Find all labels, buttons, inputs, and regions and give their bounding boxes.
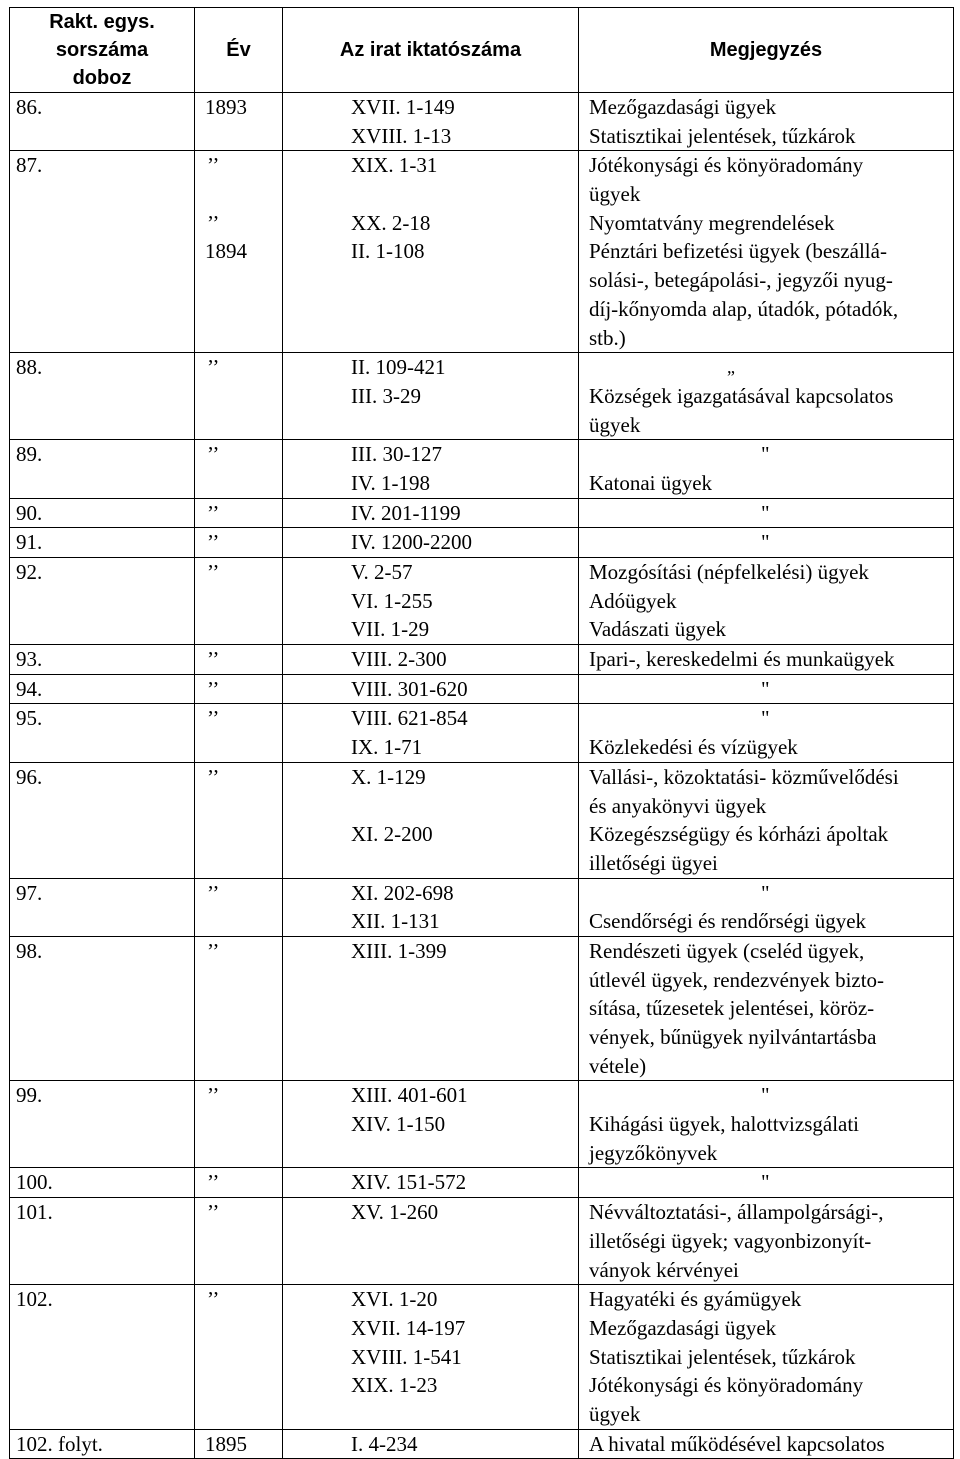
year-cell [195, 558, 283, 645]
year-value: ’’ [207, 880, 220, 905]
table-row [10, 878, 954, 936]
registration-number [283, 1139, 578, 1168]
table-row [10, 704, 954, 762]
ditto-mark: " [761, 1170, 770, 1195]
registration-cell [283, 1081, 579, 1168]
header-year: Év [195, 8, 283, 93]
remark-cell [579, 93, 954, 151]
table-row [10, 93, 954, 151]
table-row [10, 1285, 954, 1429]
registration-number [283, 1227, 578, 1256]
remark-cell [579, 528, 954, 558]
registration-number: II. 1-108 [351, 239, 425, 264]
year-cell [195, 645, 283, 675]
year-value: ’’ [207, 938, 220, 963]
year-value [195, 849, 282, 878]
unit-number-cell [10, 528, 195, 558]
remark-line: ügyek [589, 412, 641, 437]
registration-number: XVI. 1-20 [351, 1287, 438, 1312]
header-unit-number-line: Rakt. egys. [49, 11, 155, 33]
unit-number: 102. [16, 1287, 53, 1312]
year-value [195, 1052, 282, 1081]
registration-number [283, 1256, 578, 1285]
year-cell [195, 674, 283, 704]
registration-number: XIX. 1-23 [351, 1373, 438, 1398]
unit-number: 89. [16, 442, 43, 467]
registration-number: XI. 2-200 [351, 822, 433, 847]
year-value [195, 382, 282, 411]
remark-line: Községek igazgatásával kapcsolatos [589, 383, 894, 408]
registration-number: XVIII. 1-13 [351, 123, 452, 148]
registration-number: IV. 201-1199 [351, 500, 461, 525]
registration-number: I. 4-234 [351, 1431, 418, 1456]
year-value: ’’ [207, 706, 220, 731]
remark-line: Kihágási ügyek, halottvizsgálati [589, 1112, 860, 1137]
year-cell [195, 936, 283, 1080]
ditto-mark: " [761, 1083, 770, 1108]
year-value [195, 324, 282, 353]
year-value [195, 587, 282, 616]
unit-number: 100. [16, 1170, 53, 1195]
registration-number: V. 2-57 [351, 560, 413, 584]
year-value [195, 1023, 282, 1052]
remark-line: Statisztikai jelentések, tűzkárok [589, 123, 856, 148]
year-value: ’’ [207, 355, 220, 380]
remark-cell [579, 558, 954, 645]
registration-number [283, 849, 578, 878]
unit-number-cell [10, 704, 195, 762]
year-value [195, 1314, 282, 1343]
table-row [10, 498, 954, 528]
remark-line: ügyek [589, 182, 641, 207]
year-value [195, 1343, 282, 1372]
year-cell [195, 151, 283, 353]
table-row [10, 151, 954, 353]
ditto-mark: " [761, 500, 770, 525]
unit-number: 88. [16, 355, 43, 380]
remark-line: díj-kőnyomda alap, útadók, pótadók, [589, 296, 899, 321]
year-value [195, 820, 282, 849]
registration-cell [283, 704, 579, 762]
remark-line: Nyomtatvány megrendelések [589, 210, 835, 235]
remark-cell [579, 1081, 954, 1168]
registration-number [283, 1052, 578, 1081]
remark-cell [579, 704, 954, 762]
remark-cell [579, 762, 954, 878]
year-value [195, 1400, 282, 1429]
remark-line: Rendészeti ügyek (cseléd ügyek, [589, 938, 865, 963]
registration-cell [283, 1168, 579, 1198]
ditto-mark: " [761, 706, 770, 731]
ditto-mark: " [761, 880, 770, 905]
table-row [10, 440, 954, 498]
registration-number: III. 3-29 [351, 383, 421, 408]
unit-number: 96. [16, 764, 43, 789]
remark-line: Közegészségügy és kórházi ápoltak [589, 822, 889, 847]
year-value: ’’ [207, 500, 220, 525]
unit-number-cell [10, 878, 195, 936]
unit-number: 87. [16, 153, 43, 178]
table-row [10, 645, 954, 675]
year-value [195, 615, 282, 644]
unit-number: 93. [16, 647, 43, 672]
registration-number: VIII. 301-620 [351, 676, 468, 701]
year-cell [195, 498, 283, 528]
remark-line: Mezőgazdasági ügyek [589, 1315, 777, 1340]
unit-number-cell [10, 1081, 195, 1168]
registration-cell [283, 645, 579, 675]
header-unit-number-line: sorszáma [55, 39, 149, 61]
table-body [10, 93, 954, 1459]
registration-cell [283, 1285, 579, 1429]
year-value [195, 994, 282, 1023]
year-value [195, 469, 282, 498]
remark-cell [579, 498, 954, 528]
registration-cell [283, 762, 579, 878]
year-cell [195, 1198, 283, 1285]
unit-number-cell [10, 353, 195, 440]
unit-number: 98. [16, 938, 43, 963]
year-value: ’’ [207, 560, 220, 584]
remark-line: Vallási-, közoktatási- közművelődési [589, 764, 899, 789]
remark-line: Mozgósítási (népfelkelési) ügyek [589, 560, 869, 584]
year-value: 1894 [205, 239, 247, 264]
remark-line: vétele) [589, 1053, 647, 1078]
remark-cell [579, 936, 954, 1080]
unit-number-cell [10, 1168, 195, 1198]
year-value [195, 266, 282, 295]
year-value: ’’ [207, 530, 220, 555]
registration-number: XII. 1-131 [351, 909, 440, 934]
table-row [10, 1429, 954, 1459]
registration-number: XVII. 14-197 [351, 1315, 466, 1340]
registration-number [283, 411, 578, 440]
remark-line: vények, bűnügyek nyilvántartásba [589, 1025, 877, 1049]
year-value: ’’ [207, 676, 220, 701]
unit-number: 90. [16, 500, 43, 525]
remark-cell [579, 878, 954, 936]
unit-number: 102. folyt. [16, 1431, 103, 1456]
ditto-mark: " [761, 442, 770, 467]
unit-number-cell [10, 151, 195, 353]
registration-cell [283, 878, 579, 936]
registration-number [283, 1400, 578, 1429]
remark-line: stb.) [589, 325, 626, 350]
registration-number: IX. 1-71 [351, 735, 423, 760]
registration-number: VIII. 621-854 [351, 706, 468, 731]
year-value: ’’ [207, 764, 220, 789]
unit-number-cell [10, 674, 195, 704]
remark-cell [579, 440, 954, 498]
year-value: ’’ [207, 442, 220, 467]
year-value [195, 180, 282, 209]
registration-number: XIII. 401-601 [351, 1083, 468, 1108]
registration-number: XVII. 1-149 [351, 95, 455, 119]
registration-cell [283, 1429, 579, 1459]
remark-line: sítása, tűzesetek jelentései, köröz- [589, 996, 875, 1021]
year-cell [195, 762, 283, 878]
year-cell [195, 353, 283, 440]
unit-number: 92. [16, 560, 43, 584]
table-row [10, 936, 954, 1080]
remark-line: illetőségi ügyei [589, 850, 718, 875]
registration-number [283, 324, 578, 353]
remark-line: Hagyatéki és gyámügyek [589, 1287, 802, 1312]
registration-number: XIX. 1-31 [351, 153, 438, 178]
unit-number-cell [10, 762, 195, 878]
year-cell [195, 878, 283, 936]
unit-number-cell [10, 558, 195, 645]
ditto-mark: " [761, 676, 770, 701]
remark-line: Csendőrségi és rendőrségi ügyek [589, 909, 867, 934]
year-value [195, 411, 282, 440]
header-unit-number-line: doboz [72, 67, 132, 89]
remark-line: Mezőgazdasági ügyek [589, 95, 777, 119]
remark-cell [579, 1168, 954, 1198]
table-row [10, 1168, 954, 1198]
ditto-mark: „ [727, 357, 735, 378]
year-value: ’’ [207, 1287, 220, 1312]
registration-number: XIV. 1-150 [351, 1112, 446, 1137]
registration-number: XV. 1-260 [351, 1200, 439, 1225]
header-row [10, 8, 954, 93]
year-cell [195, 93, 283, 151]
year-value: ’’ [207, 210, 220, 235]
table-row [10, 1081, 954, 1168]
year-value: 1893 [205, 95, 247, 119]
remark-line: Statisztikai jelentések, tűzkárok [589, 1344, 856, 1369]
year-cell [195, 1285, 283, 1429]
registration-number: VI. 1-255 [351, 588, 433, 613]
table-row [10, 353, 954, 440]
remark-line: Jótékonysági és könyöradomány [589, 153, 864, 178]
year-cell [195, 1081, 283, 1168]
registration-number: II. 109-421 [351, 355, 446, 380]
year-cell [195, 1429, 283, 1459]
registration-number: XIII. 1-399 [351, 938, 447, 963]
unit-number: 101. [16, 1200, 53, 1225]
registration-number: VIII. 2-300 [351, 647, 447, 672]
remark-line: Katonai ügyek [589, 470, 713, 495]
ditto-mark: " [761, 530, 770, 555]
unit-number: 97. [16, 880, 43, 905]
year-value: ’’ [207, 1200, 220, 1225]
remark-cell [579, 1429, 954, 1459]
registration-cell [283, 558, 579, 645]
header-unit-number [10, 8, 195, 93]
year-value: ’’ [207, 1170, 220, 1195]
unit-number-cell [10, 1429, 195, 1459]
remark-cell [579, 1198, 954, 1285]
registration-number [283, 966, 578, 995]
registration-cell [283, 528, 579, 558]
table-row [10, 558, 954, 645]
unit-number-cell [10, 936, 195, 1080]
registration-number [283, 266, 578, 295]
registration-number [283, 994, 578, 1023]
registration-cell [283, 151, 579, 353]
table-row [10, 674, 954, 704]
registration-number: XIV. 151-572 [351, 1170, 467, 1195]
header-remark: Megjegyzés [579, 8, 954, 93]
unit-number: 86. [16, 95, 43, 119]
unit-number-cell [10, 440, 195, 498]
unit-number: 95. [16, 706, 43, 731]
archive-inventory-table [9, 7, 954, 1459]
registration-number: IV. 1-198 [351, 470, 430, 495]
table-row [10, 1198, 954, 1285]
unit-number-cell [10, 498, 195, 528]
year-value: ’’ [207, 153, 220, 178]
remark-cell [579, 151, 954, 353]
year-value [195, 966, 282, 995]
remark-line: Ipari-, kereskedelmi és munkaügyek [589, 647, 895, 672]
remark-line: solási-, betegápolási-, jegyzői nyug- [589, 268, 893, 293]
remark-line: és anyakönyvi ügyek [589, 793, 767, 818]
year-value [195, 1371, 282, 1400]
registration-number: III. 30-127 [351, 442, 442, 467]
unit-number-cell [10, 93, 195, 151]
remark-line: Névváltoztatási-, állampolgársági-, [589, 1200, 884, 1225]
year-value [195, 907, 282, 936]
registration-cell [283, 936, 579, 1080]
unit-number: 99. [16, 1083, 43, 1108]
registration-number: X. 1-129 [351, 764, 426, 789]
header-registration-number: Az irat iktatószáma [283, 8, 579, 93]
remark-line: ügyek [589, 1401, 641, 1426]
year-value [195, 295, 282, 324]
unit-number-cell [10, 1285, 195, 1429]
remark-line: Közlekedési és vízügyek [589, 735, 798, 760]
remark-line: illetőségi ügyek; vagyonbizonyít- [589, 1228, 872, 1253]
registration-cell [283, 674, 579, 704]
registration-cell [283, 93, 579, 151]
year-value [195, 1139, 282, 1168]
remark-line: A hivatal működésével kapcsolatos [589, 1431, 885, 1456]
unit-number-cell [10, 1198, 195, 1285]
remark-line: Jótékonysági és könyöradomány [589, 1373, 864, 1398]
registration-number [283, 295, 578, 324]
registration-cell [283, 440, 579, 498]
unit-number: 91. [16, 530, 43, 555]
unit-number-cell [10, 645, 195, 675]
year-value: ’’ [207, 647, 220, 672]
year-value [195, 1227, 282, 1256]
registration-number: IV. 1200-2200 [351, 530, 472, 555]
table-row [10, 762, 954, 878]
registration-number: VII. 1-29 [351, 617, 430, 642]
remark-cell [579, 645, 954, 675]
table-row [10, 528, 954, 558]
registration-cell [283, 1198, 579, 1285]
registration-number: XVIII. 1-541 [351, 1344, 462, 1369]
year-value: 1895 [205, 1431, 247, 1456]
remark-cell [579, 353, 954, 440]
year-value [195, 1110, 282, 1139]
year-cell [195, 528, 283, 558]
registration-number: XX. 2-18 [351, 210, 431, 235]
year-cell [195, 1168, 283, 1198]
remark-line: Pénztári befizetési ügyek (beszállá- [589, 239, 887, 264]
year-cell [195, 440, 283, 498]
registration-number [283, 180, 578, 209]
year-cell [195, 704, 283, 762]
registration-cell [283, 498, 579, 528]
remark-cell [579, 1285, 954, 1429]
remark-line: jegyzőkönyvek [589, 1140, 718, 1165]
year-value [195, 792, 282, 821]
remark-line: Vadászati ügyek [589, 617, 727, 642]
registration-number [283, 1023, 578, 1052]
registration-number [283, 792, 578, 821]
unit-number: 94. [16, 676, 43, 701]
year-value: ’’ [207, 1083, 220, 1108]
year-value [195, 1256, 282, 1285]
year-value [195, 733, 282, 762]
remark-line: útlevél ügyek, rendezvények bizto- [589, 967, 885, 992]
year-value [195, 122, 282, 151]
registration-number: XI. 202-698 [351, 880, 454, 905]
remark-cell [579, 674, 954, 704]
remark-line: Adóügyek [589, 588, 677, 613]
remark-line: ványok kérvényei [589, 1257, 739, 1282]
registration-cell [283, 353, 579, 440]
